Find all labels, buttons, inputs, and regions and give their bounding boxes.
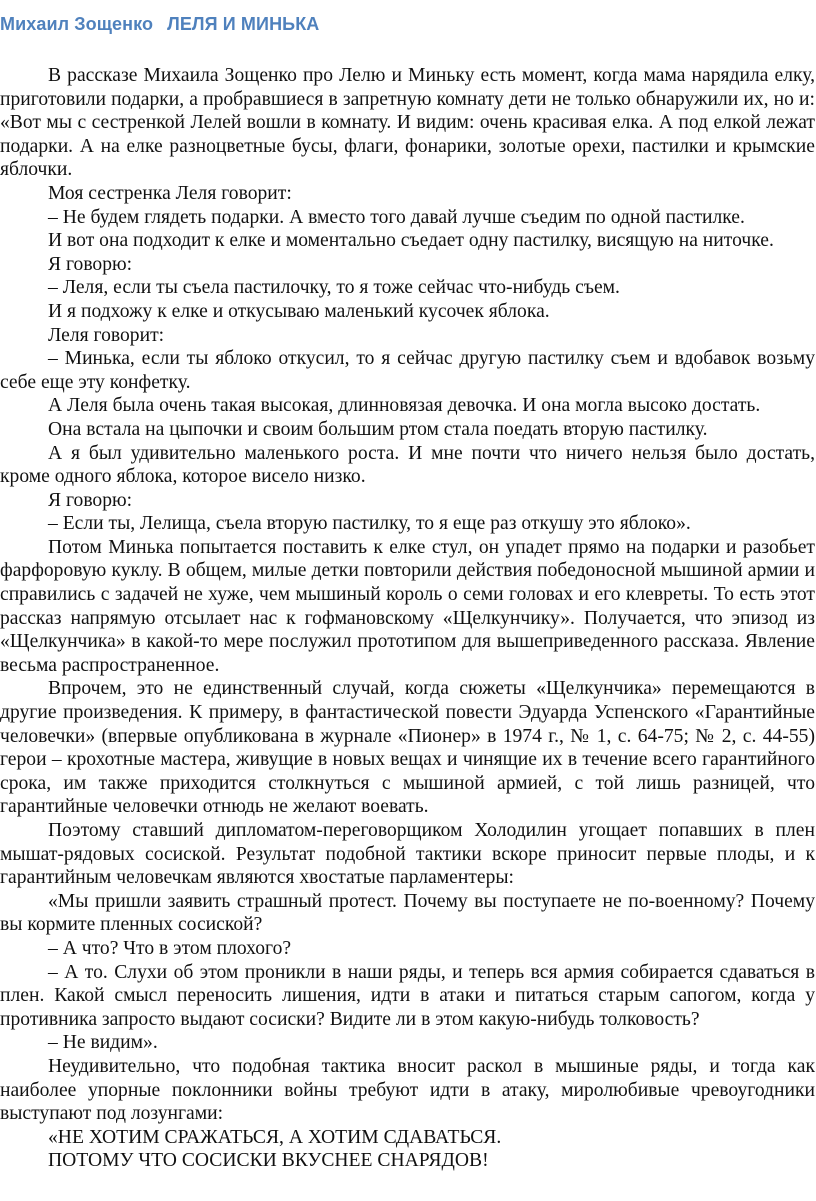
paragraph: А Леля была очень такая высокая, длинновязая девочка. И она могла высоко достать.	[48, 395, 761, 417]
paragraph: Я говорю:	[48, 253, 133, 275]
paragraph: – Леля, если ты съела пастилочку, то я тоже сейчас что-нибудь съем.	[48, 277, 620, 299]
slogan-line: ПОТОМУ ЧТО СОСИСКИ ВКУСНЕЕ СНАРЯДОВ!	[48, 1150, 489, 1172]
paragraph: Поэтому ставший дипломатом-переговорщиком Холодилин угощает попавших в плен мышат-рядовых сосиской. Результат подобной тактики вскоре приносит первые плоды, и к гарантийным человечкам являются хвостатые парламентеры:	[0, 820, 815, 889]
paragraph: И я подхожу к елке и откусываю маленький кусочек яблока.	[48, 300, 550, 322]
paragraph: Впрочем, это не единственный случай, когда сюжеты «Щелкунчика» перемещаются в другие произведения. К примеру, в фантастической повести Эдуарда Успенского «Гарантийные человечки» (впервые опубликована в журнале «Пионер» в 1974 г., № 1, с. 64-75; № 2, с. 44-55) герои – крохотные мастера, живущие в новых вещах и чинящие их в течение всего гарантийного срока, им также приходится столкнуться с мышиной армией, с той лишь разницей, что гарантийные человечки отнюдь не желают воевать.	[0, 678, 815, 818]
story-title: ЛЕЛЯ И МИНЬКА	[167, 14, 320, 34]
paragraph: Потом Минька попытается поставить к елке стул, он упадет прямо на подарки и разобьет фарфоровую куклу. В общем, милые детки повторили действия победоносной мышиной армии и справились с задачей не хуже, чем мышиный король о семи головах и его клевреты. То есть этот рассказ напрямую отсылает нас к гофмановскому «Щелкунчику». Получается, что эпизод из «Щелкунчика» в какой-то мере послужил прототипом для вышеприведенного рассказа. Явление весьма распространенное.	[0, 536, 815, 676]
paragraph: И вот она подходит к елке и моментально съедает одну пастилку, висящую на ниточке.	[48, 230, 774, 252]
paragraph: – Минька, если ты яблоко откусил, то я сейчас другую пастилку съем и вдобавок возьму себе еще эту конфетку.	[0, 348, 815, 393]
paragraph: «Мы пришли заявить страшный протест. Почему вы поступаете не по-военному? Почему вы кормите пленных сосиской?	[0, 890, 815, 936]
paragraph: – Не видим».	[48, 1032, 158, 1054]
paragraph: Неудивительно, что подобная тактика вносит раскол в мышиные ряды, и тогда как наиболее упорные поклонники войны требуют идти в атаку, миролюбивые чревоугодники выступают под лозунгами:	[0, 1055, 815, 1125]
paragraph: – А что? Что в этом плохого?	[48, 937, 292, 959]
paragraph: – А то. Слухи об этом проникли в наши ряды, и теперь вся армия собирается сдаваться в плен. Какой смысл переносить лишения, идти в атаки и питаться старым сапогом, когда у противника запросто выдают сосиски? Видите ли в этом какую-нибудь толковость?	[0, 961, 815, 1030]
paragraph: – Если ты, Лелища, съела вторую пастилку, то я еще раз откушу это яблоко».	[48, 513, 691, 535]
paragraph: А я был удивительно маленького роста. И мне почти что ничего нельзя было достать, кроме одного яблока, которое висело низко.	[0, 442, 815, 488]
paragraph: Леля говорит:	[48, 324, 165, 346]
paragraph: – Не будем глядеть подарки. А вместо того давай лучше съедим по одной пастилке.	[48, 206, 745, 228]
paragraph: Я говорю:	[48, 489, 133, 511]
paragraph: Она встала на цыпочки и своим большим ртом стала поедать вторую пастилку.	[48, 418, 708, 440]
slogan-line: «НЕ ХОТИМ СРАЖАТЬСЯ, А ХОТИМ СДАВАТЬСЯ.	[48, 1126, 502, 1148]
document-heading	[0, 14, 319, 35]
document-body	[0, 64, 815, 1173]
paragraph: В рассказе Михаила Зощенко про Лелю и Миньку есть момент, когда мама нарядила елку, приготовили подарки, а пробравшиеся в запретную комнату дети не только обнаружили их, но и: «Вот мы с сестренкой Лелей вошли в комнату. И видим: очень красивая елка. А под елкой лежат подарки. А на елке разноцветные бусы, флаги, фонарики, золотые орехи, пастилки и крымские яблочки.	[0, 65, 815, 181]
paragraph: Моя сестренка Леля говорит:	[48, 182, 292, 204]
author-name: Михаил Зощенко	[0, 14, 154, 34]
